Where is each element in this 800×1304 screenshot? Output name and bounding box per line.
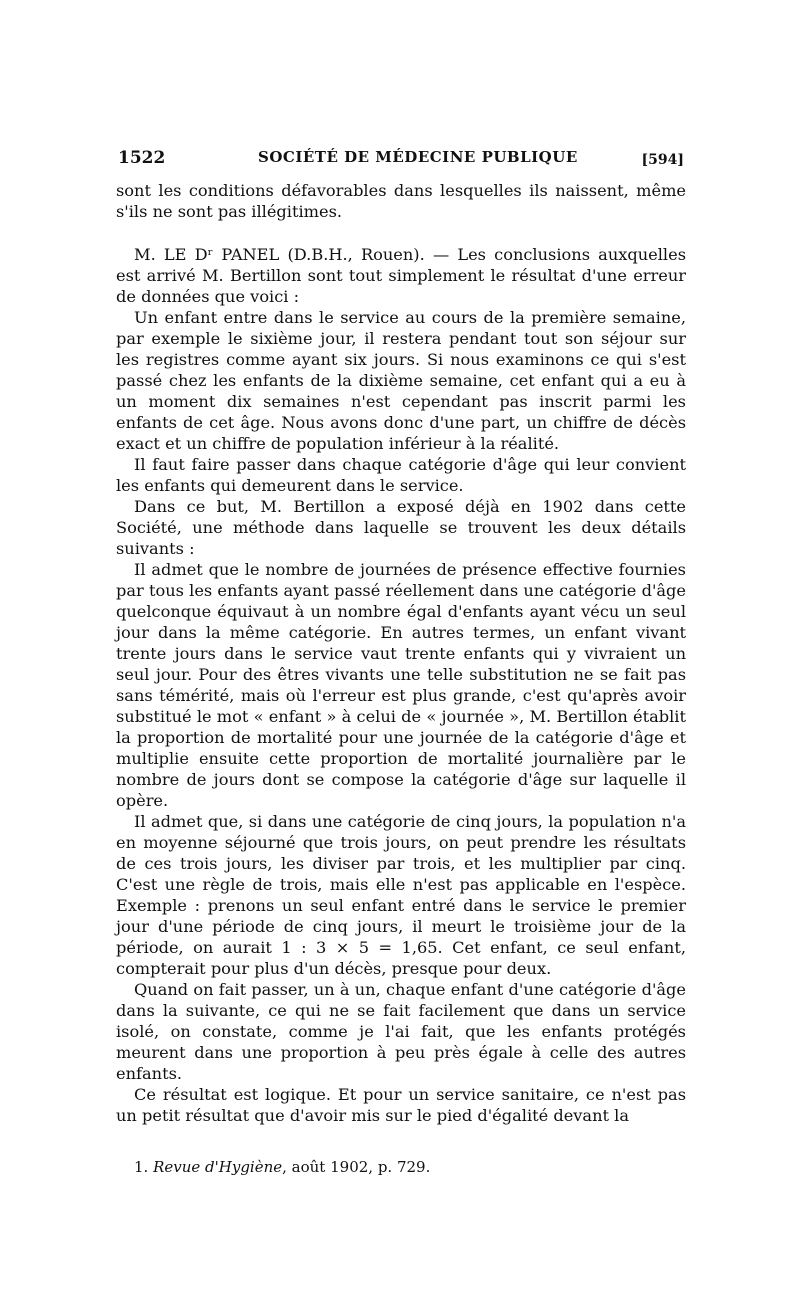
footnote-reference: , août 1902, p. 729.	[282, 1158, 431, 1176]
footnote-journal: Revue d'Hygiène	[153, 1158, 283, 1176]
paragraph: Il faut faire passer dans chaque catégorie d'âge qui leur convient les enfants qui demeurent dans le service.	[116, 455, 686, 495]
original-page-marker: [594]	[641, 152, 684, 168]
footnote-number: 1.	[134, 1158, 149, 1176]
paragraph: Quand on fait passer, un à un, chaque enfant d'une catégorie d'âge dans la suivante, ce qui ne se fait facilement que dans un service isolé, on constate, comme je l'ai fait, que les enfants protégés meurent dans une proportion à peu près égale à celle des autres enfants.	[116, 980, 686, 1083]
footnote	[134, 1158, 430, 1176]
paragraph: sont les conditions défavorables dans lesquelles ils naissent, même s'ils ne sont pas illégitimes.	[116, 181, 686, 221]
running-title: SOCIÉTÉ DE MÉDECINE PUBLIQUE	[258, 148, 578, 166]
body-text	[116, 180, 686, 1126]
paragraph: Un enfant entre dans le service au cours de la première semaine, par exemple le sixième jour, il restera pendant tout son séjour sur les registres comme ayant six jours. Si nous examinons ce qui s'est passé chez les enfants de la dixième semaine, cet enfant qui a eu à un moment dix semaines n'est cependant pas inscrit parmi les enfants de cet âge. Nous avons donc d'une part, un chiffre de décès exact et un chiffre de population inférieur à la réalité.	[116, 308, 686, 453]
paragraph: Il admet que le nombre de journées de présence effective fournies par tous les enfants ayant passé réellement dans une catégorie d'âge quelconque équivaut à un nombre égal d'enfants ayant vécu un seul jour dans la même catégorie. En autres termes, un enfant vivant trente jours dans le service vaut trente enfants qui y vivraient un seul jour. Pour des êtres vivants une telle substitution ne se fait pas sans témérité, mais où l'erreur est plus grande, c'est qu'après avoir substitué le mot « enfant » à celui de « journée », M. Bertillon établit la proportion de mortalité pour une journée de la catégorie d'âge et multiplie ensuite cette proportion de mortalité journalière par le nombre de jours dont se compose la catégorie d'âge sur laquelle il opère.	[116, 560, 686, 810]
paragraph: Ce résultat est logique. Et pour un service sanitaire, ce n'est pas un petit résultat que d'avoir mis sur le pied d'égalité devant la	[116, 1085, 686, 1125]
page-header	[118, 144, 684, 174]
speaker-text: (D.B.H., Rouen). — Les conclusions auxquelles est arrivé M. Bertillon sont tout simplement le résultat d'une erreur de données que voici :	[116, 245, 686, 306]
speaker-name: M. LE Dʳ PANEL	[134, 245, 280, 264]
paragraph: Il admet que, si dans une catégorie de cinq jours, la population n'a en moyenne séjourné que trois jours, on peut prendre les résultats de ces trois jours, les diviser par trois, et les multiplier par cinq. C'est une règle de trois, mais elle n'est pas applicable en l'espèce. Exemple : prenons un seul enfant entré dans le service le premier jour d'une période de cinq jours, il meurt le troisième jour de la période, on aurait 1 : 3 × 5 = 1,65. Cet enfant, ce seul enfant, compterait pour plus d'un décès, presque pour deux.	[116, 812, 686, 978]
paragraph: Dans ce but, M. Bertillon a exposé déjà en 1902 dans cette Société, une méthode dans laquelle se trouvent les deux détails suivants :	[116, 497, 686, 558]
page-number: 1522	[118, 148, 166, 168]
speaker-paragraph	[116, 244, 686, 307]
